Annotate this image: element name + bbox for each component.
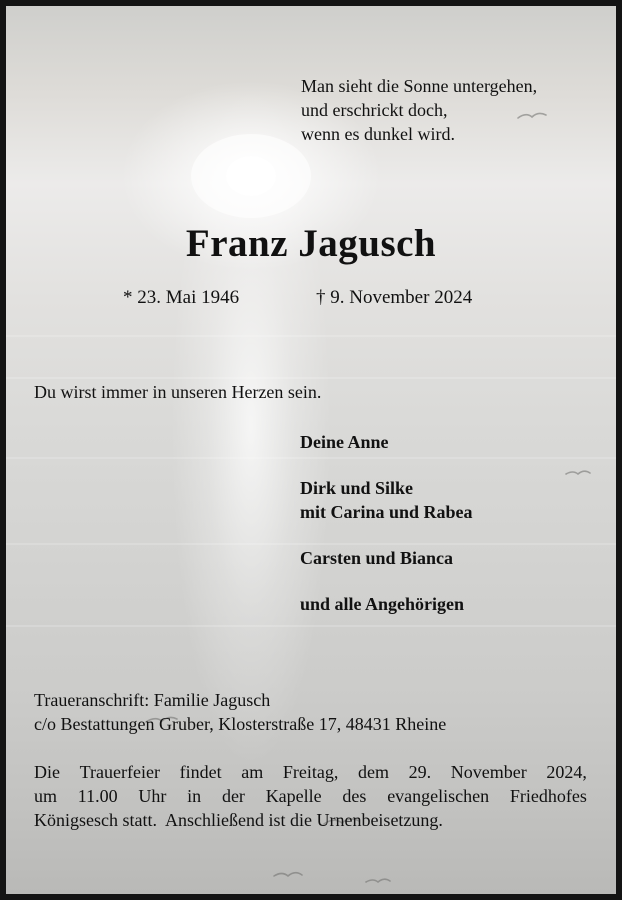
service-word: evangelischen — [387, 786, 490, 806]
service-word: 11.00 — [77, 786, 118, 806]
service-word: 2024, — [546, 762, 587, 782]
service-word: 29. — [408, 762, 432, 782]
sun-glow — [191, 134, 311, 218]
mourning-address — [34, 688, 446, 736]
service-word: der — [221, 786, 245, 806]
birth-date: * 23. Mai 1946 — [123, 287, 240, 308]
mourner-group — [300, 430, 473, 454]
service-word: des — [342, 786, 367, 806]
mourner-group — [300, 592, 473, 616]
farewell-message: Du wirst immer in unseren Herzen sein. — [34, 382, 322, 402]
mourner-name: Carsten und Bianca — [300, 548, 454, 568]
service-line — [34, 784, 587, 808]
mourners-list — [300, 430, 473, 638]
service-word: Uhr — [138, 786, 167, 806]
service-word: Kapelle — [265, 786, 322, 806]
service-word: Freitag, — [282, 762, 339, 782]
mourner-name: Deine Anne — [300, 432, 389, 452]
address-line: Traueranschrift: Familie Jagusch — [34, 690, 271, 710]
verse-line: wenn es dunkel wird. — [301, 124, 455, 144]
mourner-group — [300, 476, 473, 524]
mourner-name: und alle Angehörigen — [300, 594, 465, 614]
verse-line: und erschrickt doch, — [301, 100, 448, 120]
service-word: Trauerfeier — [79, 762, 160, 782]
service-word: Die — [34, 762, 60, 782]
mourner-name: Dirk und Silke — [300, 478, 414, 498]
service-word: um — [34, 786, 58, 806]
mourner-group — [300, 546, 473, 570]
service-word: findet — [179, 762, 222, 782]
service-line: Königsesch statt. Anschließend ist die Urnenbeisetzung. — [34, 810, 443, 830]
service-word: November — [450, 762, 527, 782]
service-word: dem — [358, 762, 389, 782]
address-line: c/o Bestattungen Gruber, Klosterstraße 17, 48431 Rheine — [34, 714, 447, 734]
deceased-name: Franz Jagusch — [185, 222, 437, 265]
mourner-name: mit Carina und Rabea — [300, 502, 473, 522]
service-word: in — [187, 786, 202, 806]
service-word: Friedhofes — [509, 786, 587, 806]
funeral-service-info — [34, 760, 587, 832]
death-date: † 9. November 2024 — [316, 287, 473, 308]
service-line — [34, 760, 587, 784]
memorial-verse — [301, 74, 537, 146]
service-word: am — [241, 762, 264, 782]
verse-line: Man sieht die Sonne untergehen, — [301, 76, 538, 96]
